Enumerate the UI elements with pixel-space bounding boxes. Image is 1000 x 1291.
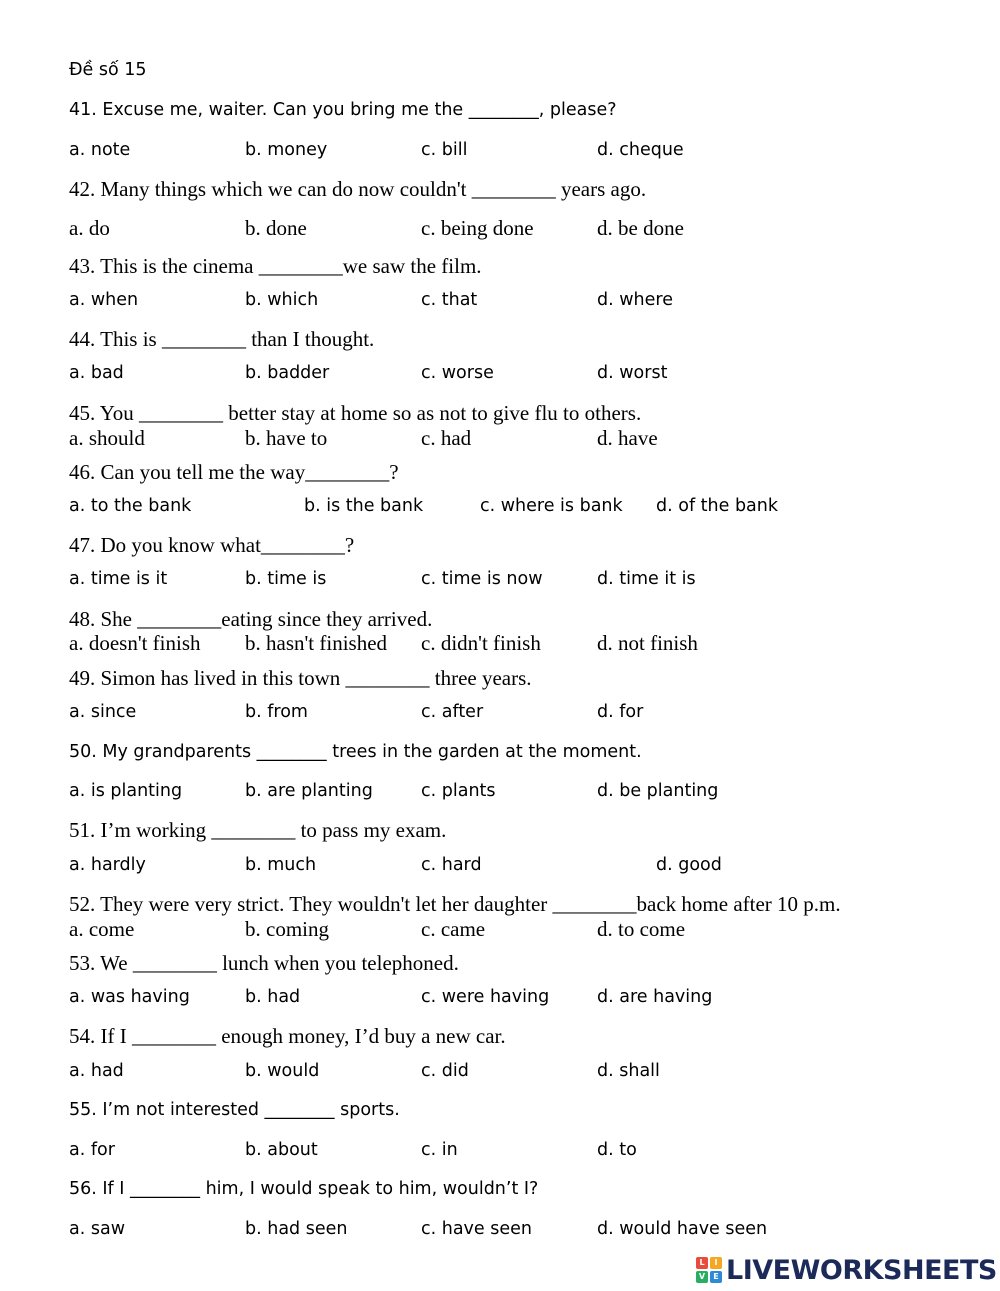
- option-a[interactable]: a. had: [69, 1061, 124, 1081]
- option-d[interactable]: d. to come: [597, 917, 686, 941]
- option-c[interactable]: c. did: [421, 1061, 469, 1081]
- option-c[interactable]: c. after: [421, 702, 484, 722]
- question-49: 49. Simon has lived in this town ________ three years.: [69, 666, 532, 690]
- question-52: 52. They were very strict. They wouldn't let her daughter ________back home after 10 p.m.: [69, 892, 841, 916]
- question-45: 45. You ________ better stay at home so as not to give flu to others.: [69, 401, 642, 425]
- question-44: 44. This is ________ than I thought.: [69, 327, 375, 351]
- option-b[interactable]: b. are planting: [245, 781, 373, 801]
- option-d[interactable]: d. cheque: [597, 140, 684, 160]
- option-d[interactable]: d. not finish: [597, 631, 698, 655]
- options-47: [69, 571, 1000, 595]
- option-a[interactable]: a. come: [69, 917, 135, 941]
- option-a[interactable]: a. for: [69, 1140, 115, 1160]
- option-c[interactable]: c. had: [421, 426, 472, 450]
- option-d[interactable]: d. for: [597, 702, 644, 722]
- options-44: [69, 365, 1000, 389]
- options-48: [69, 633, 1000, 657]
- option-c[interactable]: c. time is now: [421, 569, 543, 589]
- option-d[interactable]: d. of the bank: [656, 496, 779, 516]
- option-a[interactable]: a. is planting: [69, 781, 183, 801]
- option-c[interactable]: c. where is bank: [480, 496, 623, 516]
- option-d[interactable]: d. shall: [597, 1061, 660, 1081]
- option-c[interactable]: c. being done: [421, 216, 534, 240]
- option-d[interactable]: d. good: [656, 855, 722, 875]
- option-a[interactable]: a. since: [69, 702, 137, 722]
- option-d[interactable]: d. worst: [597, 363, 668, 383]
- option-a[interactable]: a. was having: [69, 987, 190, 1007]
- option-a[interactable]: a. time is it: [69, 569, 168, 589]
- option-d[interactable]: d. have: [597, 426, 658, 450]
- option-d[interactable]: d. to: [597, 1140, 637, 1160]
- options-45: [69, 428, 1000, 452]
- question-53: 53. We ________ lunch when you telephoned.: [69, 951, 459, 975]
- option-c[interactable]: c. didn't finish: [421, 631, 541, 655]
- option-c[interactable]: c. that: [421, 290, 478, 310]
- option-d[interactable]: d. are having: [597, 987, 713, 1007]
- option-a[interactable]: a. to the bank: [69, 496, 192, 516]
- option-a[interactable]: a. doesn't finish: [69, 631, 201, 655]
- question-48: 48. She ________eating since they arrived.: [69, 607, 433, 631]
- option-b[interactable]: b. badder: [245, 363, 330, 383]
- options-42: [69, 218, 1000, 242]
- option-d[interactable]: d. time it is: [597, 569, 696, 589]
- question-42: 42. Many things which we can do now couldn't ________ years ago.: [69, 177, 647, 201]
- options-52: [69, 919, 1000, 943]
- option-a[interactable]: a. do: [69, 216, 110, 240]
- options-51: [69, 857, 1000, 881]
- option-c[interactable]: c. in: [421, 1140, 458, 1160]
- option-d[interactable]: d. where: [597, 290, 673, 310]
- options-56: [69, 1221, 1000, 1245]
- option-c[interactable]: c. plants: [421, 781, 496, 801]
- option-a[interactable]: a. should: [69, 426, 145, 450]
- option-b[interactable]: b. much: [245, 855, 317, 875]
- options-53: [69, 989, 1000, 1013]
- option-b[interactable]: b. had seen: [245, 1219, 348, 1239]
- option-b[interactable]: b. which: [245, 290, 319, 310]
- options-50: [69, 783, 1000, 807]
- option-b[interactable]: b. done: [245, 216, 307, 240]
- options-55: [69, 1142, 1000, 1166]
- worksheet-title: Đề số 15: [69, 60, 147, 80]
- options-49: [69, 704, 1000, 728]
- logo-mark-icon: L I V E: [696, 1257, 722, 1283]
- option-d[interactable]: d. would have seen: [597, 1219, 768, 1239]
- option-b[interactable]: b. time is: [245, 569, 327, 589]
- option-b[interactable]: b. is the bank: [304, 496, 424, 516]
- option-b[interactable]: b. about: [245, 1140, 318, 1160]
- option-c[interactable]: c. bill: [421, 140, 468, 160]
- logo-text: LIVEWORKSHEETS: [726, 1254, 997, 1286]
- option-c[interactable]: c. came: [421, 917, 486, 941]
- option-b[interactable]: b. from: [245, 702, 308, 722]
- option-b[interactable]: b. would: [245, 1061, 320, 1081]
- option-a[interactable]: a. when: [69, 290, 139, 310]
- question-46: 46. Can you tell me the way________?: [69, 460, 399, 484]
- question-43: 43. This is the cinema ________we saw the film.: [69, 254, 482, 278]
- question-56: 56. If I ________ him, I would speak to him, wouldn’t I?: [69, 1179, 539, 1199]
- option-b[interactable]: b. money: [245, 140, 328, 160]
- option-d[interactable]: d. be done: [597, 216, 684, 240]
- options-46: [69, 498, 1000, 522]
- option-d[interactable]: d. be planting: [597, 781, 719, 801]
- options-43: [69, 292, 1000, 316]
- option-b[interactable]: b. had: [245, 987, 301, 1007]
- options-54: [69, 1063, 1000, 1087]
- option-a[interactable]: a. saw: [69, 1219, 126, 1239]
- option-b[interactable]: b. hasn't finished: [245, 631, 388, 655]
- option-a[interactable]: a. note: [69, 140, 131, 160]
- option-a[interactable]: a. hardly: [69, 855, 146, 875]
- option-b[interactable]: b. coming: [245, 917, 329, 941]
- option-c[interactable]: c. were having: [421, 987, 550, 1007]
- options-41: [69, 142, 1000, 166]
- option-c[interactable]: c. have seen: [421, 1219, 532, 1239]
- liveworksheets-logo[interactable]: [696, 1254, 997, 1286]
- option-c[interactable]: c. worse: [421, 363, 494, 383]
- question-51: 51. I’m working ________ to pass my exam.: [69, 818, 447, 842]
- question-47: 47. Do you know what________?: [69, 533, 355, 557]
- question-55: 55. I’m not interested ________ sports.: [69, 1100, 400, 1120]
- option-b[interactable]: b. have to: [245, 426, 328, 450]
- option-c[interactable]: c. hard: [421, 855, 482, 875]
- question-50: 50. My grandparents ________ trees in the garden at the moment.: [69, 742, 642, 762]
- option-a[interactable]: a. bad: [69, 363, 124, 383]
- question-41: 41. Excuse me, waiter. Can you bring me the ________, please?: [69, 100, 617, 120]
- question-54: 54. If I ________ enough money, I’d buy a new car.: [69, 1024, 506, 1048]
